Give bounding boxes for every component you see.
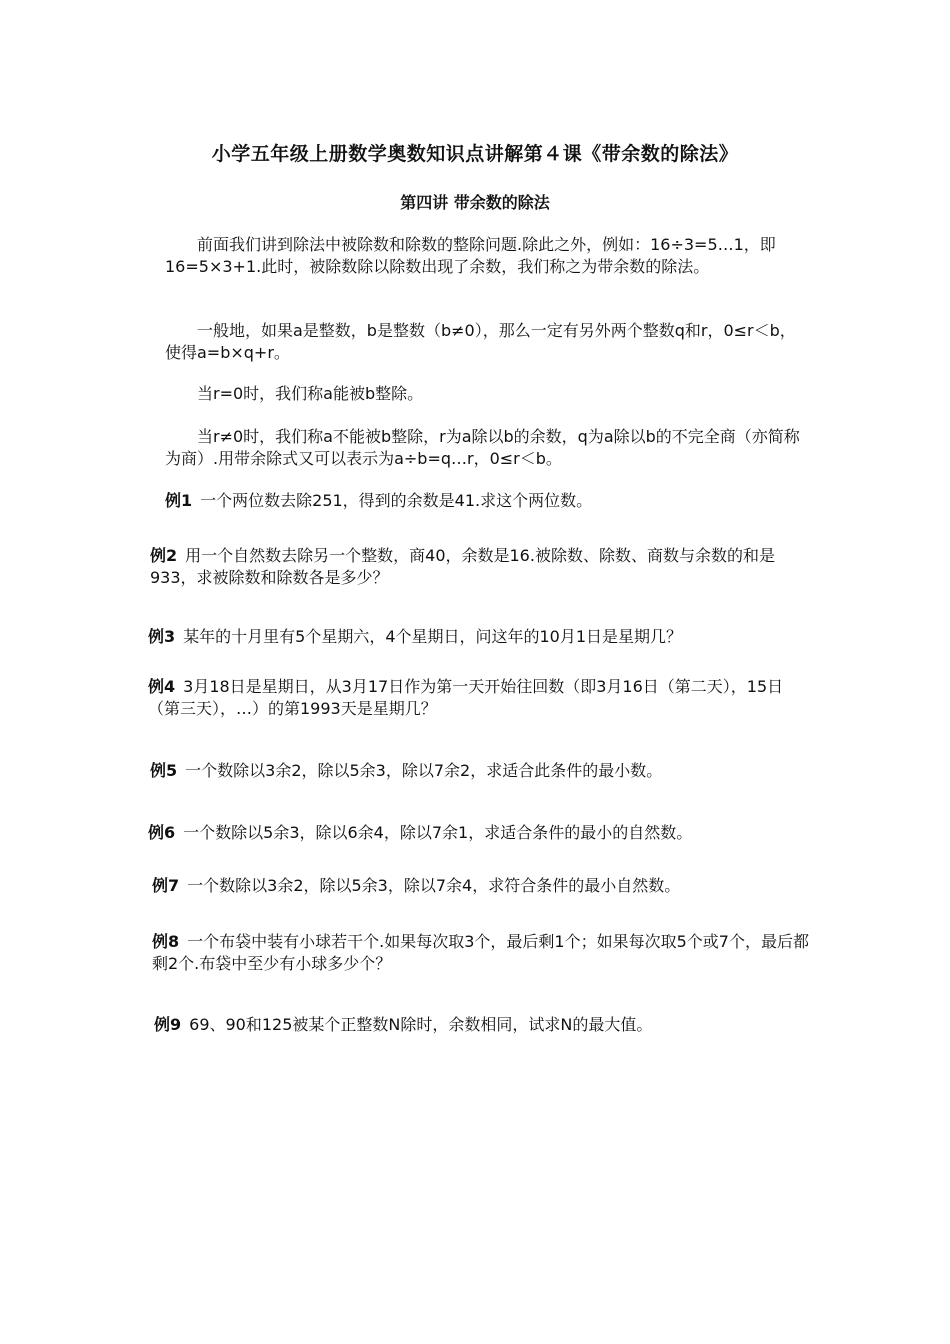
example-text: 3月18日是星期日，从3月17日作为第一天开始往回数（即3月16日（第二天），15日（第三天），…）的第1993天是星期几？ <box>148 677 784 718</box>
remainder-paragraph: 当r≠0时，我们称a不能被b整除，r为a除以b的余数，q为a除以b的不完全商（亦简称为商）.用带余除式又可以表示为a÷b=q…r，0≤r＜b。 <box>165 427 800 468</box>
example-1 <box>165 490 825 512</box>
example-text: 某年的十月里有5个星期六，4个星期日，问这年的10月1日是星期几？ <box>183 627 683 646</box>
divisible-paragraph: 当r=0时，我们称a能被b整除。 <box>197 384 424 403</box>
example-label: 例3 <box>148 627 176 646</box>
example-9 <box>154 1014 814 1036</box>
example-label: 例7 <box>152 876 180 895</box>
example-label: 例4 <box>148 677 176 696</box>
example-label: 例5 <box>150 761 178 780</box>
example-text: 用一个自然数去除另一个整数，商40，余数是16.被除数、除数、商数与余数的和是933，求被除数和除数各是多少？ <box>150 546 775 587</box>
example-5 <box>150 760 810 782</box>
example-label: 例9 <box>154 1015 182 1034</box>
example-label: 例1 <box>165 491 193 510</box>
lesson-subtitle: 第四讲 带余数的除法 <box>400 193 550 212</box>
example-7 <box>152 875 812 897</box>
example-6 <box>148 822 808 844</box>
example-label: 例6 <box>148 823 176 842</box>
example-label: 例8 <box>152 932 180 951</box>
example-label: 例2 <box>150 546 178 565</box>
document-title: 小学五年级上册数学奥数知识点讲解第４课《带余数的除法》 <box>211 143 739 165</box>
example-text: 69、90和125被某个正整数N除时，余数相同，试求N的最大值。 <box>189 1015 653 1034</box>
example-text: 一个数除以3余2，除以5余3，除以7余4，求符合条件的最小自然数。 <box>187 876 681 895</box>
example-text: 一个数除以3余2，除以5余3，除以7余2，求适合此条件的最小数。 <box>185 761 663 780</box>
example-text: 一个数除以5余3，除以6余4，除以7余1，求适合条件的最小的自然数。 <box>183 823 693 842</box>
example-2 <box>150 545 810 589</box>
intro-paragraph: 前面我们讲到除法中被除数和除数的整除问题.除此之外，例如：16÷3=5…1，即16=5×3+1.此时，被除数除以除数出现了余数，我们称之为带余数的除法。 <box>165 235 776 276</box>
example-text: 一个布袋中装有小球若干个.如果每次取3个，最后剩1个；如果每次取5个或7个，最后都剩2个.布袋中至少有小球多少个？ <box>152 932 809 973</box>
example-text: 一个两位数去除251，得到的余数是41.求这个两位数。 <box>200 491 593 510</box>
example-4 <box>148 676 808 720</box>
definition-paragraph: 一般地，如果a是整数，b是整数（b≠0），那么一定有另外两个整数q和r，0≤r＜b，使得a=b×q+r。 <box>165 321 796 362</box>
example-3 <box>148 626 808 648</box>
example-8 <box>152 931 812 975</box>
